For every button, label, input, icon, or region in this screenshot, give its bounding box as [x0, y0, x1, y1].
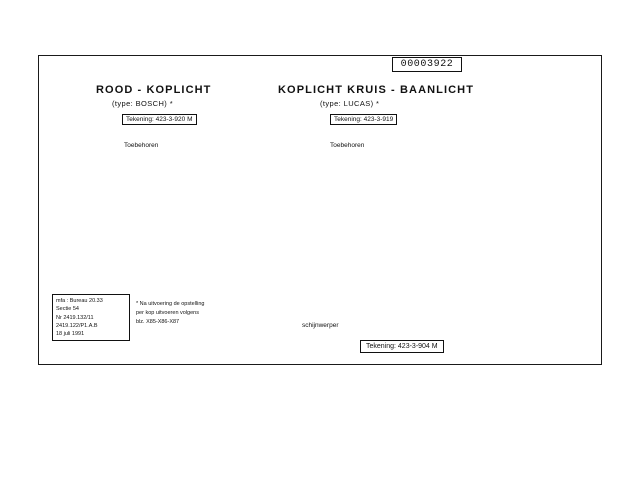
bottom-drawing-reference: Tekening: 423-3-904 M	[360, 340, 444, 353]
note-line: 18 juli 1991	[56, 331, 85, 337]
left-panel-title: ROOD - KOPLICHT	[96, 84, 212, 96]
note-line: 2419.122/P1.A.B	[56, 322, 98, 329]
note-line: mfa : Bureau 20.33	[56, 298, 103, 304]
right-panel-title: KOPLICHT KRUIS - BAANLICHT	[278, 84, 475, 96]
floodlight-label: schijnwerper	[302, 322, 339, 329]
note-line: Sectie 54	[56, 306, 79, 313]
document-number-box	[392, 57, 462, 72]
note-line: Nr 2419.132/11	[56, 314, 94, 321]
left-drawing-reference: Tekening: 423-3-920 M	[122, 114, 197, 125]
right-accessories-label: Toebehoren	[330, 142, 365, 149]
footnote-line: per kop uitvoeren volgens	[136, 309, 199, 316]
left-panel-subtitle: (type: BOSCH) *	[112, 99, 174, 108]
footnote-line: blz. X85-X86-X87	[136, 318, 180, 325]
notes-block	[52, 294, 130, 341]
footnote-block	[136, 300, 205, 326]
right-panel-subtitle: (type: LUCAS) *	[320, 99, 380, 108]
footnote-line: * Na uitvoering de opstelling	[136, 301, 205, 307]
document-number: 00003922	[400, 59, 454, 70]
right-drawing-reference: Tekening: 423-3-919	[330, 114, 397, 125]
left-accessories-label: Toebehoren	[124, 142, 159, 149]
